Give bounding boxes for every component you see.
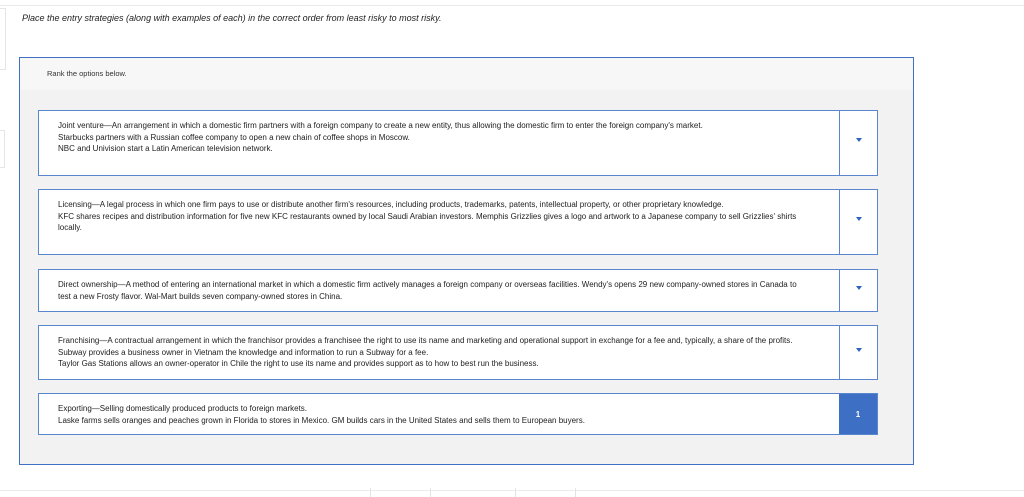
side-tab (0, 130, 5, 168)
caret-down-icon (856, 348, 862, 352)
rank-item-licensing[interactable] (38, 189, 878, 255)
rank-item-text (58, 279, 803, 302)
rank-item-text (58, 120, 803, 155)
rank-select[interactable] (839, 111, 877, 175)
bottom-tick (430, 488, 431, 497)
rank-item-text (58, 335, 803, 370)
item-line: Joint venture—An arrangement in which a domestic firm partners with a foreign company to create a new entity, thus allowing the domestic firm to enter the foreign company's market. (58, 121, 703, 130)
item-line: Direct ownership—A method of entering an international market in which a domestic firm actively manages a foreign company or overseas facilities. Wendy's opens 29 new company-owned stores in Canada to test a new Frosty flavor. Wal-Mart builds seven company-owned stores in China. (58, 280, 797, 301)
item-line: Starbucks partners with a Russian coffee company to open a new chain of coffee shops in Moscow. (58, 132, 410, 142)
item-line: KFC shares recipes and distribution information for five new KFC restaurants owned by local Saudi Arabian investors. Memphis Grizzlies gives a logo and artwork to a Japanese company to sell Grizzlies' shirts locally. (58, 211, 797, 232)
item-line: Licensing—A legal process in which one firm pays to use or distribute another firm's resources, including products, trademarks, patents, intellectual property, or other proprietary knowledge. (58, 200, 724, 209)
item-line: Laske farms sells oranges and peaches grown in Florida to stores in Mexico. GM builds cars in the United States and sells them to European buyers. (58, 415, 585, 425)
bottom-tick (515, 488, 516, 497)
rank-item-franchising[interactable] (38, 325, 878, 380)
caret-down-icon (856, 286, 862, 290)
question-prompt: Place the entry strategies (along with examples of each) in the correct order from least risky to most risky. (22, 13, 442, 23)
rank-select[interactable] (839, 270, 877, 311)
panel-header (20, 58, 913, 90)
side-tab (0, 8, 6, 70)
item-line: Taylor Gas Stations allows an owner-operator in Chile the right to use its name and provides support as to how to best run the business. (58, 359, 539, 368)
rank-item-joint-venture[interactable] (38, 110, 878, 176)
ranking-instruction: Rank the options below. (47, 69, 127, 78)
item-line: Exporting—Selling domestically produced products to foreign markets. (58, 404, 308, 413)
item-line: NBC and Univision start a Latin American television network. (58, 144, 273, 153)
bottom-divider (0, 490, 1024, 491)
rank-item-text (58, 403, 803, 426)
rank-item-exporting[interactable] (38, 393, 878, 435)
bottom-tick (575, 488, 576, 497)
rank-item-direct-ownership[interactable] (38, 269, 878, 312)
rank-value: 1 (855, 409, 861, 419)
bottom-tick (370, 488, 371, 497)
rank-select[interactable] (839, 326, 877, 379)
rank-item-text (58, 199, 803, 234)
rank-select[interactable] (839, 190, 877, 254)
caret-down-icon (856, 138, 862, 142)
rank-select[interactable] (839, 394, 877, 434)
top-divider (0, 5, 1024, 6)
item-line: Franchising—A contractual arrangement in which the franchisor provides a franchisee the right to use its name and marketing and operational support in exchange for a fee and, typically, a share of the profits. Subway provides a business owner in Vietnam the knowledge and information to run a Subway for a fee. (58, 336, 793, 357)
ranking-panel (19, 57, 914, 465)
caret-down-icon (856, 217, 862, 221)
